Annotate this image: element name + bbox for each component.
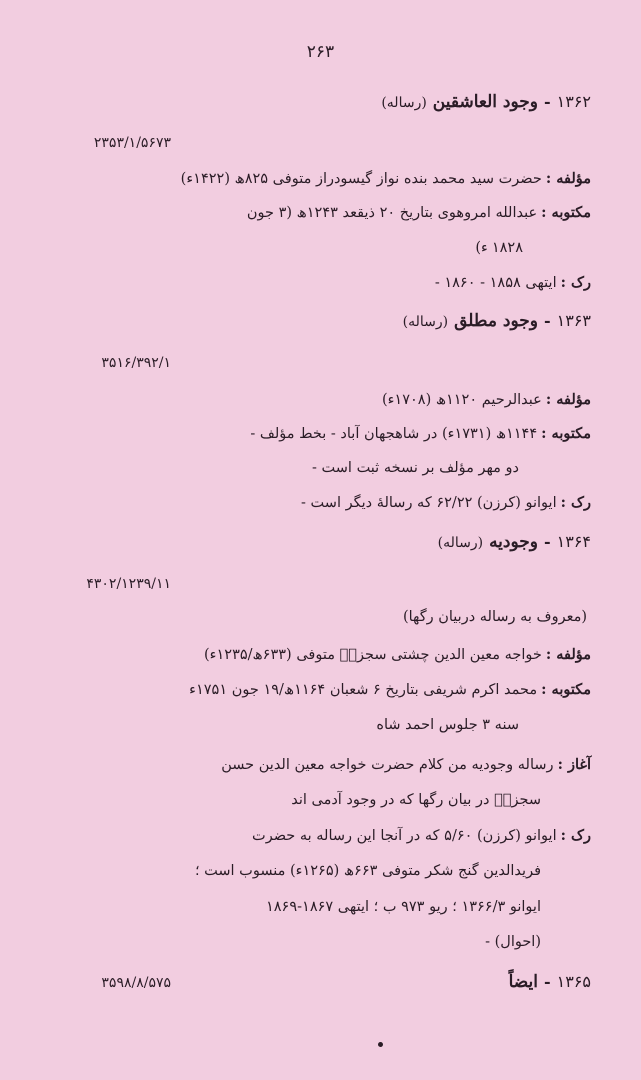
entry-line: (احوال) - — [485, 934, 541, 950]
entry-heading — [509, 972, 591, 992]
entry-line: مکتوبه :محمد اکرم شریفی بتاریخ ۶ شعبان ۱۱۶۴ھ/۱۹ جون ۱۷۵۱ء — [189, 681, 591, 698]
entry-subtitle: (رساله) — [437, 535, 484, 551]
entry-line: ۱۸۲۸ء) — [475, 240, 523, 256]
entry-line: مؤلفه :خواجه معین الدین چشتی سجزیؒ متوفی (۶۳۳ھ/۱۲۳۵ء) — [204, 646, 591, 663]
entry-line: سنه ۳ جلوس احمد شاه — [376, 717, 519, 733]
entry-dash: - — [543, 532, 551, 551]
entry-line: مؤلفه :عبدالرحیم ۱۱۲۰ھ (۱۷۰۸ء) — [381, 391, 591, 408]
entry-dash: - — [543, 92, 551, 111]
entry-reference: ۳۵۱۶/۳۹۲/۱ — [101, 355, 171, 371]
entry-title: وجود مطلق — [454, 311, 538, 331]
entry-subtitle: (رساله) — [381, 95, 427, 111]
entry-reference: ۳۵۹۸/۸/۵۷۵ — [101, 975, 171, 991]
entry-line: رک :ایوانو (کرزن) ۶۲/۲۲ که رسالهٔ دیگر است - — [301, 494, 591, 511]
entry-line: ایوانو ۱۳۶۶/۳ ؛ ریو ۹۷۳ ب ؛ ایتهی ۱۸۶۷-۱۸۶۹ — [265, 899, 541, 915]
entry-line: مکتوبه :عبدالله امروهوی بتاریخ ۲۰ ذیقعد ۱۲۴۳ھ (۳ جون — [246, 204, 591, 221]
entry-title: وجود العاشقین — [432, 92, 538, 112]
entry-line: دو مهر مؤلف بر نسخه ثبت است - — [312, 460, 519, 476]
entry-heading — [381, 92, 591, 112]
entry-number: ۱۳۶۳ — [556, 311, 591, 330]
entry-line: آغاز :رساله وجودیه من کلام حضرت خواجه معین الدین حسن — [221, 756, 591, 773]
entry-title: ایضاً — [508, 972, 538, 992]
entry-number: ۱۳۶۵ — [556, 972, 591, 991]
entry-line: سجزیؒ در بیان رگها که در وجود آدمی اند — [291, 792, 541, 808]
entry-number: ۱۳۶۴ — [556, 532, 591, 551]
entry-number: ۱۳۶۲ — [556, 92, 591, 111]
entry-line: مؤلفه :حضرت سید محمد بنده نواز گیسودراز متوفی ۸۲۵ھ (۱۴۲۲ء) — [180, 170, 591, 187]
page-number: ۲۶۳ — [306, 42, 335, 62]
entry-dash: - — [543, 972, 551, 991]
page-mark — [378, 1042, 383, 1047]
entry-subtitle: (رساله) — [402, 314, 449, 330]
entry-heading — [403, 311, 591, 331]
entry-reference: ۴۳۰۲/۱۲۳۹/۱۱ — [86, 576, 171, 592]
entry-dash: - — [543, 311, 551, 330]
entry-line: رک :ایوانو (کرزن) ۵/۶۰ که در آنجا این رساله به حضرت — [252, 827, 591, 844]
entry-line: مکتوبه :۱۱۴۴ھ (۱۷۳۱ء) در شاهجهان آباد - بخط مؤلف - — [250, 425, 591, 442]
entry-line: فریدالدین گنج شکر متوفی ۶۶۳ھ (۱۲۶۵ء) منسوب است ؛ — [194, 863, 541, 879]
entry-heading — [438, 532, 591, 552]
entry-title: وجودیه — [489, 532, 538, 552]
entry-line: (معروف به رساله دربیان رگها) — [402, 609, 587, 625]
entry-reference: ۲۳۵۳/۱/۵۶۷۳ — [93, 135, 171, 151]
entry-line: رک :ایتهی ۱۸۵۸ - ۱۸۶۰ - — [434, 274, 591, 291]
